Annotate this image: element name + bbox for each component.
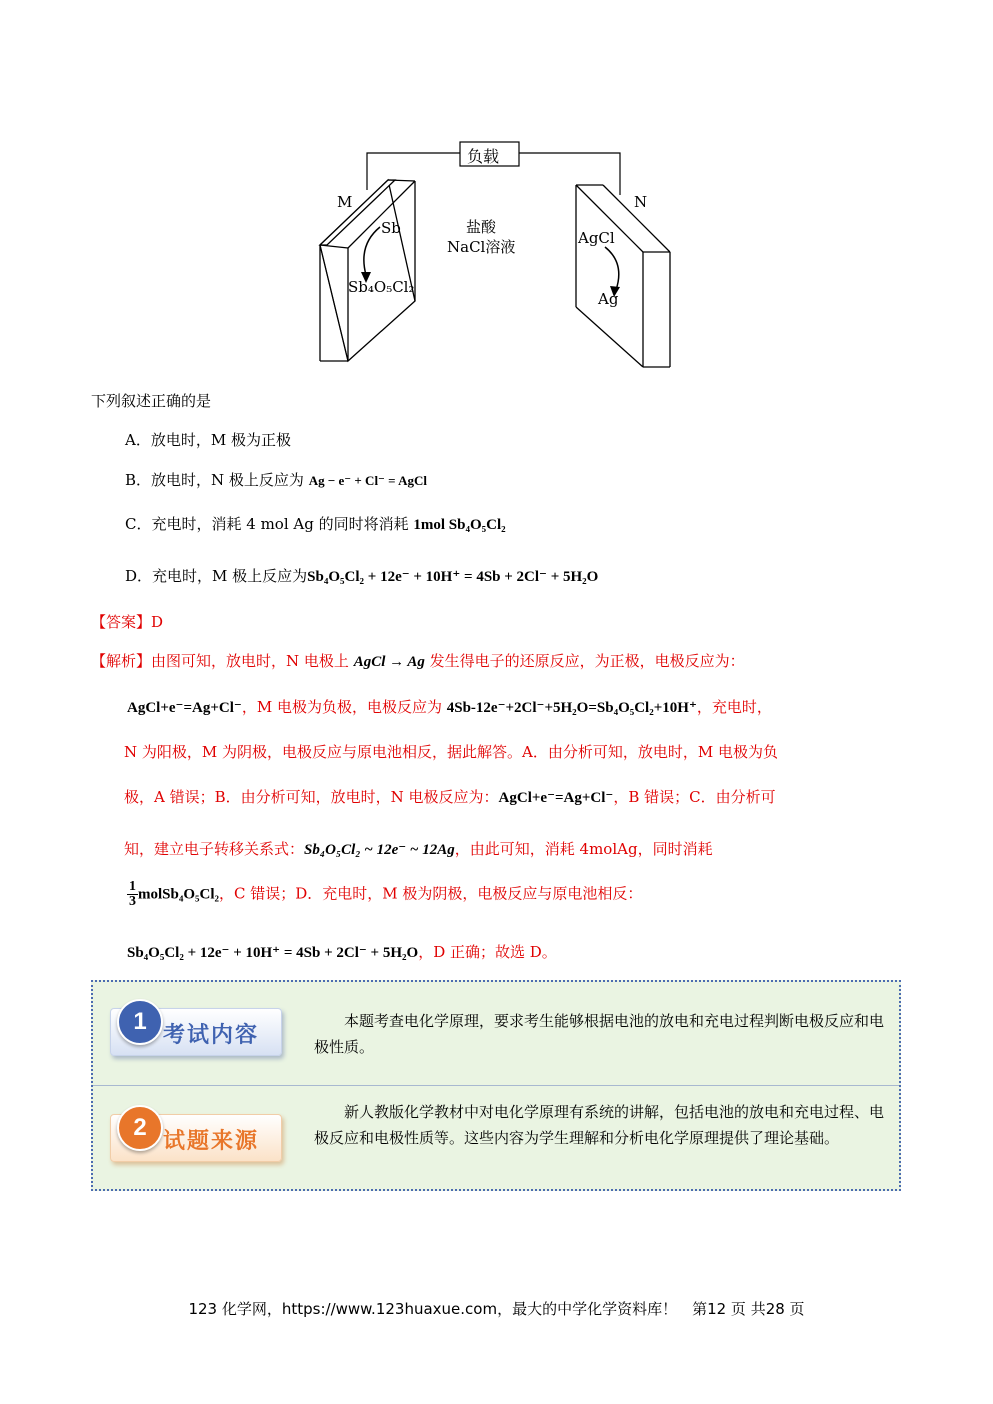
analysis-line-6: $\frac{1}{3}$ molSb₄O₅Cl₂，C 错误；D．充电时，M 极为阴极，电极反应与原电池相反：	[129, 879, 643, 909]
page-footer: 123 化学网，https://www.123huaxue.com，最大的中学化学资料库！ 第12 页 共28 页	[188, 1300, 805, 1318]
exam-content-text: 本题考查电化学原理，要求考生能够根据电池的放电和充电过程判断电极反应和电极性质。	[314, 1012, 885, 1056]
right-reaction-arrow	[605, 247, 619, 290]
analysis-line-2: AgCl+e⁻=Ag+Cl⁻，M 电极为负极，电极反应为 4Sb-12e⁻+2Cl⁻+5H₂O=Sb₄O₅Cl₂+10H⁺，充电时，	[127, 698, 772, 716]
right-top-species: AgCl	[578, 229, 615, 247]
option-a: A．放电时，M 极为正极	[125, 431, 291, 449]
fraction-one-third: $\frac{1}{3}$	[129, 879, 136, 909]
analysis-line-7: Sb₄O₅Cl₂ + 12e⁻ + 10H⁺ = 4Sb + 2Cl⁻ + 5H₂O，D 正确；故选 D。	[127, 943, 557, 961]
analysis-line-3: N 为阳极，M 为阴极，电极反应与原电池相反，据此解答。A．由分析可知，放电时，M 电极为负	[124, 743, 778, 761]
right-bottom-species: Ag	[598, 290, 619, 308]
info-box-divider	[93, 1085, 899, 1086]
option-b: B．放电时，N 极上反应为 Ag − e⁻ + Cl⁻ = AgCl	[125, 471, 427, 489]
question-stem: 下列叙述正确的是	[91, 392, 212, 410]
analysis-line-4: 极，A 错误；B．由分析可知，放电时，N 电极反应为：AgCl+e⁻=Ag+Cl⁻，B 错误；C．由分析可	[124, 788, 776, 806]
question-source-title: 试题来源	[163, 1129, 260, 1154]
left-bottom-species: Sb₄O₅Cl₂	[348, 278, 415, 296]
question-source-text: 新人教版化学教材中对电化学原理有系统的讲解，包括电池的放电和充电过程、电极反应和电极性质等。这些内容为学生理解和分析电化学原理提供了理论基础。	[314, 1103, 885, 1147]
electrode-m-label: M	[337, 193, 353, 211]
answer: 【答案】D	[91, 613, 164, 631]
item-2-number: 2	[117, 1105, 163, 1151]
load-label: 负载	[467, 147, 500, 166]
analysis-line-1: 【解析】由图可知，放电时，N 电极上 AgCl → Ag 发生得电子的还原反应，为正极，电极反应为：	[91, 652, 745, 670]
electrolyte-line1: 盐酸	[466, 218, 497, 236]
left-top-species: Sb	[381, 219, 401, 237]
option-c: C．充电时，消耗 4 mol Ag 的同时将消耗 1mol Sb₄O₅Cl₂	[125, 515, 506, 533]
analysis-line-5: 知，建立电子转移关系式：Sb₄O₅Cl₂ ~ 12e⁻ ~ 12Ag，由此可知，消耗 4molAg，同时消耗	[124, 840, 713, 858]
item-1-number: 1	[117, 999, 163, 1045]
option-d: D．充电时，M 极上反应为Sb₄O₅Cl₂ + 12e⁻ + 10H⁺ = 4Sb + 2Cl⁻ + 5H₂O	[125, 567, 599, 585]
electrolyte-line2: NaCl溶液	[447, 238, 516, 256]
exam-content-title: 考试内容	[163, 1023, 260, 1048]
electrode-n-label: N	[634, 193, 648, 211]
